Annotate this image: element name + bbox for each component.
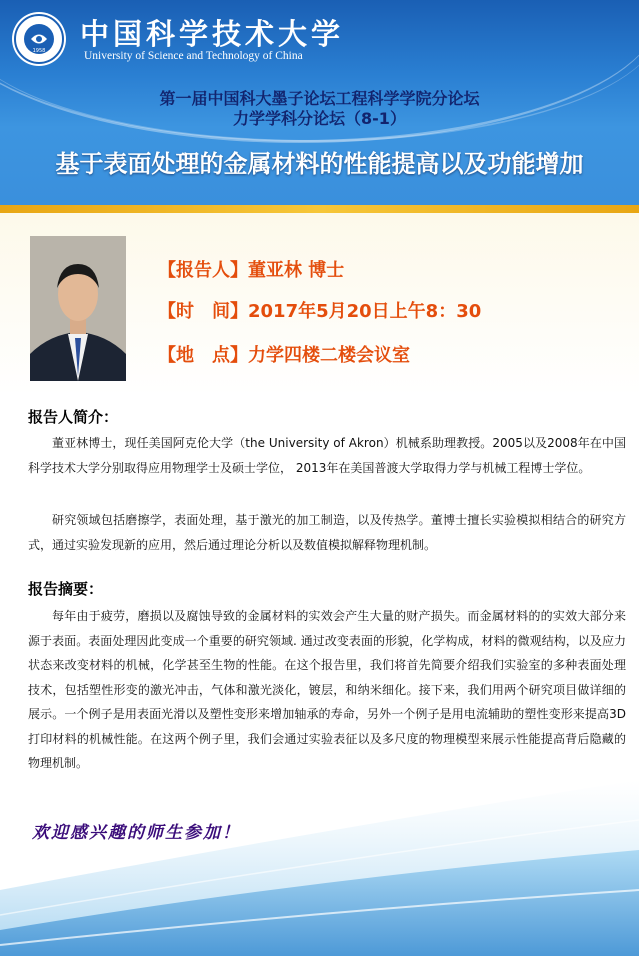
university-name-en: University of Science and Technology of China	[84, 50, 303, 62]
place-line: 【地 点】力学四楼二楼会议室	[158, 345, 410, 366]
forum-title-line2: 力学学科分论坛（8-1）	[233, 109, 406, 128]
speaker-photo	[30, 236, 126, 381]
university-logo	[10, 10, 68, 68]
svg-text:1958: 1958	[32, 48, 46, 54]
talk-title: 基于表面处理的金属材料的性能提高以及功能增加	[55, 150, 584, 178]
bio-paragraph-2: 研究领域包括磨擦学，表面处理，基于激光的加工制造，以及传热学。董博士擅长实验模拟相结合的研究方式，通过实验发现新的应用，然后通过理论分析以及数值模拟解释物理机制。	[28, 513, 626, 552]
forum-title-line1: 第一届中国科大墨子论坛工程科学学院分论坛	[159, 89, 480, 108]
abstract-paragraph: 每年由于疲劳，磨损以及腐蚀导致的金属材料的实效会产生大量的财产损失。而金属材料的的实效大部分来源于表面。表面处理因此变成一个重要的研究领域. 通过改变表面的形貌，化学构成，材料的微观结构，以及应力状态来改变材料的机械，化学甚至生物的性能。在这个报告里，我们将首先简要介绍我们实验室的多种表面处理技术，包括塑性形变的激光冲击，气体和激光淡化，镀层，和纳米细化。接下来，我们用两个研究项目做详细的展示。一个例子是用表面光滑以及塑性变形来增加轴承的寿命，另外一个例子是用电流辅助的塑性变形来提高3D打印材料的机械性能。在这两个例子里，我们会通过实验表征以及多尺度的物理模型来展示性能提高背后隐藏的物理机制。	[28, 609, 626, 770]
time-line: 【时 间】2017年5月20日上午8：30	[158, 301, 482, 322]
bio-heading: 报告人简介：	[28, 408, 119, 426]
speaker-line: 【报告人】董亚林 博士	[158, 260, 345, 281]
header-banner	[0, 0, 639, 212]
university-name-cn: 中国科学技术大学	[80, 17, 345, 51]
gold-divider	[0, 205, 639, 213]
abstract-heading: 报告摘要：	[28, 580, 104, 598]
bio-paragraph-1: 董亚林博士，现任美国阿克伦大学（the University of Akron）机械系助理教授。2005以及2008年在中国科学技术大学分别取得应用物理学士及硕士学位， 2013年在美国普渡大学取得力学与机械工程博士学位。	[28, 436, 626, 475]
welcome-message: 欢迎感兴趣的师生参加！	[32, 823, 241, 843]
